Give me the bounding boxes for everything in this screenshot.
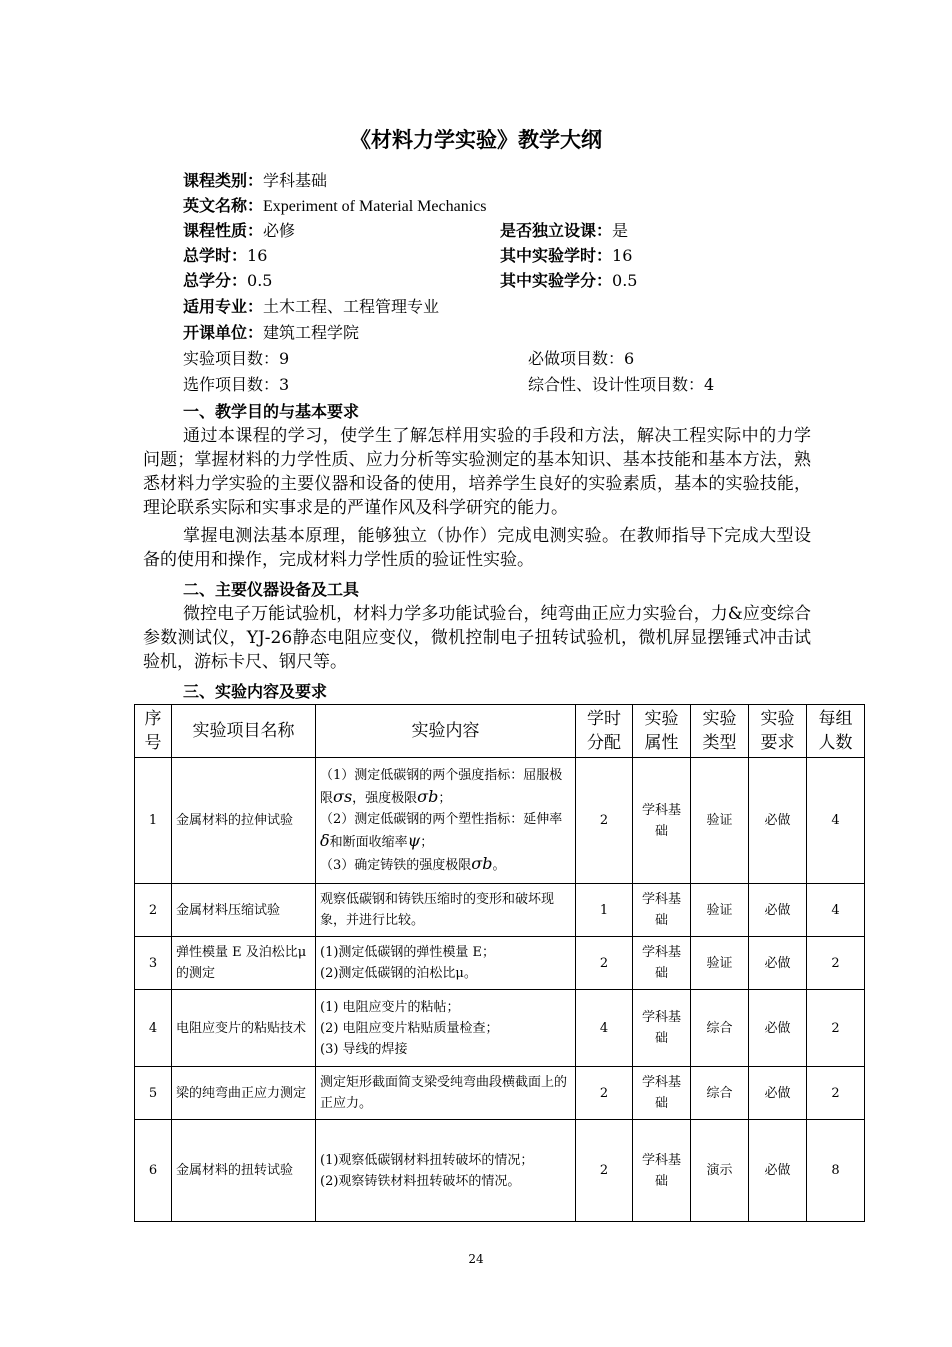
english-name: 英文名称：Experiment of Material Mechanics <box>183 196 487 215</box>
section-1-paragraph-1: 通过本课程的学习，使学生了解怎样用实验的手段和方法，解决工程实际中的力学问题；掌握材料的力学性质、应力分析等实验测定的基本知识、基本技能和基本方法，熟悉材料力学实验的主要仪器和设备的使用，培养学生良好的实验素质，基本的实验技能，理论联系实际和实事求是的严谨作风及科学研究的能力。 <box>143 426 811 518</box>
page-number: 24 <box>468 1252 484 1266</box>
course-nature: 课程性质：必修 <box>183 221 296 240</box>
applicable-major: 适用专业：土木工程、工程管理专业 <box>183 297 440 316</box>
row-content: (1)观察低碳钢材料扭转破坏的情况； (2)观察铸铁材料扭转破坏的情况。 <box>316 1120 576 1222</box>
row-req: 必做 <box>749 1067 807 1120</box>
row-content: (1)测定低碳钢的弹性模量 E； (2)测定低碳钢的泊松比μ。 <box>316 937 576 990</box>
row-type: 综合 <box>691 990 749 1067</box>
table-header-row <box>135 705 865 758</box>
row-name: 金属材料压缩试验 <box>172 884 316 937</box>
row-hours: 2 <box>576 1067 633 1120</box>
row-attr: 学科基础 <box>633 937 691 990</box>
course-category: 课程类别：学科基础 <box>183 171 328 190</box>
row-name: 金属材料的扭转试验 <box>172 1120 316 1222</box>
row-no: 4 <box>135 990 172 1067</box>
section-2-paragraph: 微控电子万能试验机，材料力学多功能试验台，纯弯曲正应力实验台，力&应变综合参数测试仪，YJ-26静态电阻应变仪，微机控制电子扭转试验机，微机屏显摆锤式冲击试验机，游标卡尺、钢尺等。 <box>143 604 811 672</box>
section-3-heading: 三、实验内容及要求 <box>183 682 328 701</box>
header-name: 实验项目名称 <box>172 705 316 758</box>
table-row <box>135 884 865 937</box>
offering-unit: 开课单位：建筑工程学院 <box>183 323 360 342</box>
required-project-count: 必做项目数：6 <box>528 349 635 368</box>
header-attr: 实验属性 <box>633 705 691 758</box>
row-req: 必做 <box>749 990 807 1067</box>
sigma-b-symbol: σb <box>471 854 493 873</box>
table-row <box>135 1067 865 1120</box>
row-content: 测定矩形截面简支梁受纯弯曲段横截面上的正应力。 <box>316 1067 576 1120</box>
row-attr: 学科基础 <box>633 758 691 884</box>
header-type: 实验类型 <box>691 705 749 758</box>
row-people: 4 <box>807 884 865 937</box>
row-type: 验证 <box>691 758 749 884</box>
row-hours: 2 <box>576 937 633 990</box>
row-no: 2 <box>135 884 172 937</box>
row-req: 必做 <box>749 937 807 990</box>
psi-symbol: ψ <box>407 831 421 850</box>
row-attr: 学科基础 <box>633 884 691 937</box>
design-project-count: 综合性、设计性项目数：4 <box>528 375 715 394</box>
row-name: 电阻应变片的粘贴技术 <box>172 990 316 1067</box>
row-content: 观察低碳钢和铸铁压缩时的变形和破坏现象，并进行比较。 <box>316 884 576 937</box>
row-name: 梁的纯弯曲正应力测定 <box>172 1067 316 1120</box>
row-no: 5 <box>135 1067 172 1120</box>
total-credits: 总学分：0.5 <box>183 271 273 290</box>
section-1-paragraph-2: 掌握电测法基本原理，能够独立（协作）完成电测实验。在教师指导下完成大型设备的使用和操作，完成材料力学性质的验证性实验。 <box>143 526 811 570</box>
row-hours: 4 <box>576 990 633 1067</box>
row-content: （1）测定低碳钢的两个强度指标：屈服极限σs，强度极限σb； （2）测定低碳钢的两个塑性指标：延伸率δ和断面收缩率ψ； （3）确定铸铁的强度极限σb。 <box>316 758 576 884</box>
header-content: 实验内容 <box>316 705 576 758</box>
row-type: 演示 <box>691 1120 749 1222</box>
experiment-table <box>134 704 865 1222</box>
row-req: 必做 <box>749 1120 807 1222</box>
sigma-b-symbol: σb <box>417 787 439 806</box>
header-no: 序号 <box>135 705 172 758</box>
independent-course: 是否独立设课：是 <box>500 221 629 240</box>
row-type: 综合 <box>691 1067 749 1120</box>
row-people: 2 <box>807 1067 865 1120</box>
table-row <box>135 990 865 1067</box>
row-attr: 学科基础 <box>633 990 691 1067</box>
optional-project-count: 选作项目数：3 <box>183 375 290 394</box>
table-row <box>135 1120 865 1222</box>
row-no: 1 <box>135 758 172 884</box>
row-people: 2 <box>807 990 865 1067</box>
row-people: 2 <box>807 937 865 990</box>
document-title: 《材料力学实验》教学大纲 <box>350 128 602 152</box>
lab-hours: 其中实验学时：16 <box>500 246 633 265</box>
row-content: (1) 电阻应变片的粘帖； (2) 电阻应变片粘贴质量检查； (3) 导线的焊接 <box>316 990 576 1067</box>
row-type: 验证 <box>691 937 749 990</box>
row-req: 必做 <box>749 758 807 884</box>
header-hours: 学时分配 <box>576 705 633 758</box>
delta-symbol: δ <box>320 831 330 850</box>
table-row <box>135 937 865 990</box>
row-no: 3 <box>135 937 172 990</box>
total-hours: 总学时：16 <box>183 246 268 265</box>
section-1-heading: 一、教学目的与基本要求 <box>183 402 360 421</box>
row-attr: 学科基础 <box>633 1120 691 1222</box>
row-hours: 2 <box>576 1120 633 1222</box>
row-name: 金属材料的拉伸试验 <box>172 758 316 884</box>
row-hours: 1 <box>576 884 633 937</box>
row-name: 弹性模量 E 及泊松比μ的测定 <box>172 937 316 990</box>
row-people: 4 <box>807 758 865 884</box>
lab-credits: 其中实验学分：0.5 <box>500 271 638 290</box>
row-hours: 2 <box>576 758 633 884</box>
sigma-s-symbol: σs <box>333 787 353 806</box>
project-count: 实验项目数：9 <box>183 349 290 368</box>
row-req: 必做 <box>749 884 807 937</box>
table-row <box>135 758 865 884</box>
row-people: 8 <box>807 1120 865 1222</box>
row-no: 6 <box>135 1120 172 1222</box>
row-type: 验证 <box>691 884 749 937</box>
header-people: 每组人数 <box>807 705 865 758</box>
header-req: 实验要求 <box>749 705 807 758</box>
section-2-heading: 二、主要仪器设备及工具 <box>183 580 360 599</box>
row-attr: 学科基础 <box>633 1067 691 1120</box>
